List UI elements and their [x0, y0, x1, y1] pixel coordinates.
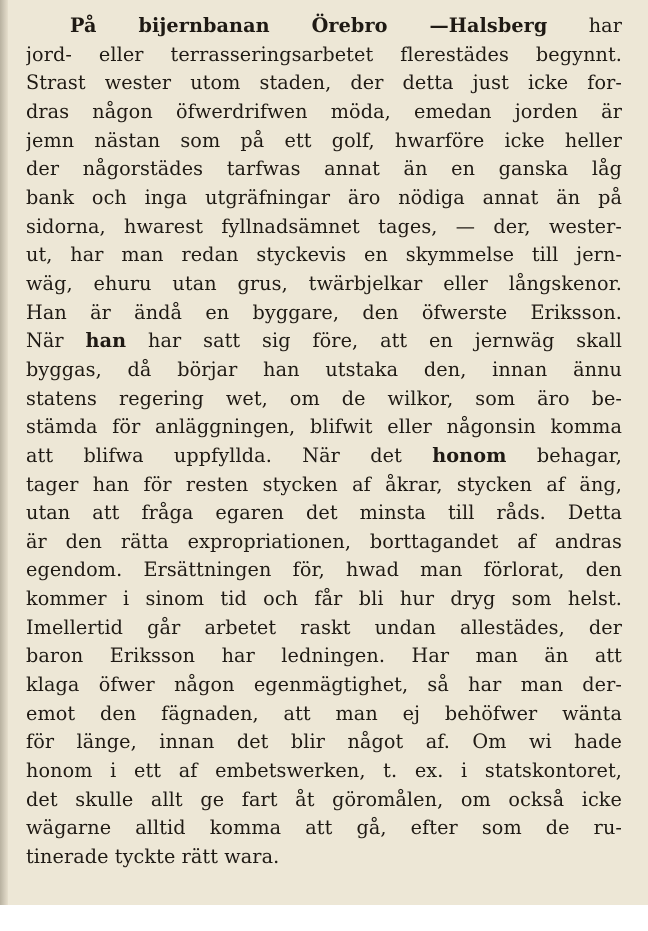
article-line	[26, 700, 622, 729]
article-line	[26, 356, 622, 385]
text-segment: emot den fägnaden, att man ej behöfwer wänta	[26, 701, 622, 725]
text-segment: Han är ändå en byggare, den öfwerste Eriksson.	[26, 300, 622, 324]
text-segment: stämda för anläggningen, blifwit eller någonsin komma	[26, 415, 622, 439]
bold-text: han	[85, 329, 127, 353]
article-line	[26, 814, 622, 843]
bold-text: På bijernbanan Örebro —Halsberg	[70, 14, 548, 37]
text-segment: har	[547, 14, 622, 37]
article-line	[26, 127, 622, 156]
text-segment: statens regering wet, om de wilkor, som äro be-	[26, 386, 622, 410]
text-segment: bank och inga utgräfningar äro nödiga annat än på	[26, 185, 622, 209]
article-line	[26, 728, 622, 757]
article-line	[26, 413, 622, 442]
text-segment: utan att fråga egaren det minsta till råds. Detta	[26, 501, 622, 525]
text-segment: sidorna, hwarest fyllnadsämnet tages, — der, wester-	[26, 214, 622, 238]
article-line	[26, 270, 622, 299]
article-line	[26, 556, 622, 585]
text-segment: ut, har man redan styckevis en skymmelse till jern-	[26, 243, 622, 267]
text-segment: kommer i sinom tid och får bli hur dryg som helst.	[26, 587, 622, 611]
text-segment: wägarne alltid komma att gå, efter som de ru-	[26, 816, 622, 840]
article-line	[26, 442, 622, 471]
article-line	[26, 385, 622, 414]
text-segment: Strast wester utom staden, der detta just icke for-	[26, 71, 622, 95]
text-segment: egendom. Ersättningen för, hwad man förlorat, den	[26, 558, 622, 582]
article-line	[26, 471, 622, 500]
article-line	[26, 843, 622, 872]
article-line	[26, 642, 622, 671]
text-segment: byggas, då börjar han utstaka den, innan ännu	[26, 357, 622, 381]
article-line	[26, 614, 622, 643]
article-line	[26, 327, 622, 356]
text-segment: är den rätta expropriationen, borttagandet af andras	[26, 529, 622, 553]
text-segment: för länge, innan det blir något af. Om wi hade	[26, 730, 622, 754]
text-segment: dras någon öfwerdrifwen möda, emedan jorden är	[26, 99, 622, 123]
text-segment: När	[26, 329, 86, 353]
text-segment: det skulle allt ge fart åt göromålen, om också icke	[26, 787, 622, 811]
text-segment: tager han för resten stycken af åkrar, stycken af äng,	[26, 472, 622, 496]
text-segment: behagar,	[506, 443, 622, 467]
text-segment: tinerade tyckte rätt wara.	[26, 845, 280, 869]
article-line	[26, 671, 622, 700]
text-segment: har satt sig före, att en jernwäg skall	[126, 329, 622, 353]
article-line	[26, 499, 622, 528]
article-text	[26, 12, 622, 872]
article-line	[26, 155, 622, 184]
text-segment: honom i ett af embetswerken, t. ex. i statskontoret,	[26, 759, 622, 783]
article-line	[26, 184, 622, 213]
article-line	[26, 528, 622, 557]
article-line	[26, 757, 622, 786]
text-segment: baron Eriksson har ledningen. Har man än att	[26, 644, 622, 668]
article-line	[26, 241, 622, 270]
article-line	[26, 585, 622, 614]
text-segment: klaga öfwer någon egenmägtighet, så har man der-	[26, 673, 622, 697]
bottom-margin	[0, 905, 648, 931]
article-line	[26, 213, 622, 242]
article-line	[26, 299, 622, 328]
article-line	[26, 69, 622, 98]
text-segment: jemn nästan som på ett golf, hwarföre icke heller	[26, 128, 622, 152]
text-segment: att blifwa uppfyllda. När det	[26, 443, 433, 467]
bold-text: honom	[432, 443, 507, 467]
page-edge-shadow	[0, 0, 8, 931]
article-line	[26, 98, 622, 127]
text-segment: Imellertid går arbetet raskt undan allestädes, der	[26, 615, 622, 639]
text-segment: wäg, ehuru utan grus, twärbjelkar eller långskenor.	[26, 271, 622, 295]
text-segment: der någorstädes tarfwas annat än en ganska låg	[26, 157, 622, 181]
article-line	[26, 786, 622, 815]
text-segment: jord- eller terrasseringsarbetet flerestädes begynnt.	[26, 42, 622, 66]
article-line	[26, 41, 622, 70]
article-line	[26, 12, 622, 41]
